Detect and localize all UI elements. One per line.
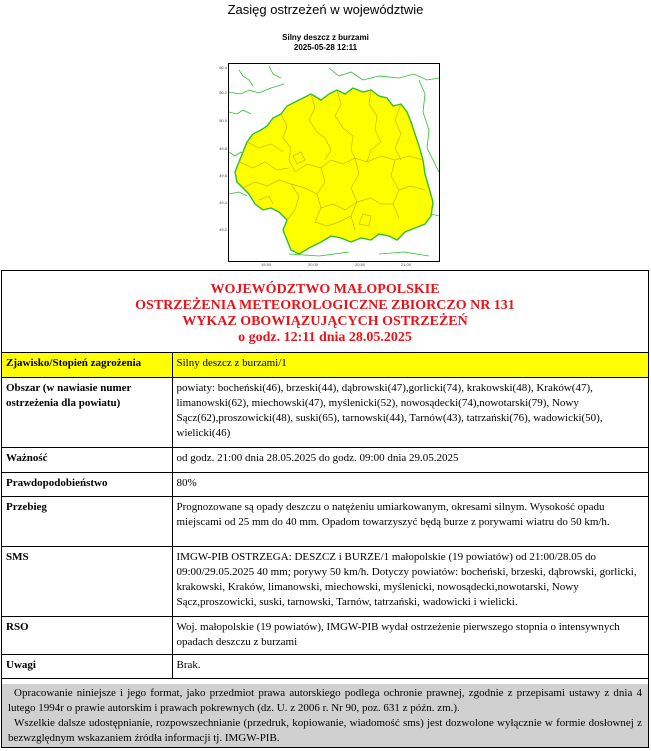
validity-label: Ważność	[2, 447, 172, 472]
region-map-svg	[229, 64, 439, 261]
map-y-tick: 49.6	[219, 173, 227, 178]
map-y-tick: 49.2	[219, 227, 227, 232]
rso-label: RSO	[2, 616, 172, 654]
course-value: Prognozowane są opady deszczu o natężeniu umiarkowanym, okresami silnym. Wysokość opadu miejscami od 25 mm do 40 mm. Opadom towarzyszyć będą burze z porywami wiatru do 50 km/h.	[172, 496, 648, 546]
map-y-tick: 50.2	[219, 90, 227, 95]
map-x-tick: 21.00	[400, 262, 411, 267]
map-caption	[0, 33, 651, 53]
rso-value: Woj. małopolskie (19 powiatów), IMGW-PIB wydał ostrzeżenie pierwszego stopnia o intensywnych opadach deszczu z burzami	[172, 616, 648, 654]
validity-value: od godz. 21:00 dnia 28.05.2025 do godz. 09:00 dnia 29.05.2025	[172, 447, 648, 472]
page-title: Zasięg ostrzeżeń w województwie	[227, 2, 424, 17]
map-x-tick: 20.00	[307, 262, 318, 267]
phenomenon-label: Zjawisko/Stopień zagrożenia	[2, 353, 172, 377]
area-value: powiaty: bocheński(46), brzeski(44), dąbrowski(47),gorlicki(74), krakowski(48), Kraków(47), limanowski(62), miechowski(47), myślenicki(52), nowosądecki(74),nowotarski(79), Nowy Sącz(62),proszowicki(48), suski(65), tarnowski(44), Tarnów(43), tatrzański(76), wadowicki(50), wielicki(46)	[172, 377, 648, 447]
copyright-notice	[2, 684, 648, 747]
map-phenomenon-title: Silny deszcz z burzami	[282, 33, 369, 42]
remarks-value: Brak.	[172, 654, 648, 678]
warning-map	[228, 63, 440, 262]
map-y-tick: 50.4	[219, 65, 227, 70]
table-row	[2, 377, 648, 447]
remarks-label: Uwagi	[2, 654, 172, 678]
table-row	[2, 353, 648, 377]
sms-value: IMGW-PIB OSTRZEGA: DESZCZ i BURZE/1 małopolskie (19 powiatów) od 21:00/28.05 do 09:00/29.05.2025 40 mm; porywy 50 km/h. Dotyczy powiatów: bocheński, brzeski, dąbrowski, gorlicki, krakowski, Kraków, limanowski, miechowski, myślenicki, nowosądecki,nowotarski, Nowy Sącz,proszowicki, suski, tarnowski, Tarnów, tatrzański, wadowicki i wielicki.	[172, 546, 648, 616]
map-x-tick: 19.50	[260, 262, 271, 267]
table-row	[2, 616, 648, 654]
phenomenon-value: Silny deszcz z burzami/1	[172, 353, 648, 377]
sms-label: SMS	[2, 546, 172, 616]
warning-area	[235, 88, 433, 254]
table-row	[2, 546, 648, 616]
report-region: WOJEWÓDZTWO MAŁOPOLSKIE	[210, 282, 440, 297]
table-row	[2, 654, 648, 678]
report-list-title: WYKAZ OBOWIĄZUJĄCYCH OSTRZEŻEŃ	[182, 314, 468, 329]
map-y-tick: 49.8	[219, 146, 227, 151]
copyright-paragraph: Wszelkie dalsze udostępnianie, rozpowszechnianie (przedruk, kopiowanie, wiadomość sms) jest dozwolone wyłącznie w formie dosłownej z bezwzględnym wskazaniem źródła informacji tj. IMGW-PIB.	[8, 717, 642, 744]
probability-label: Prawdopodobieństwo	[2, 472, 172, 496]
report-bulletin-number: OSTRZEŻENIA METEOROLOGICZNE ZBIORCZO NR 131	[135, 298, 515, 313]
warning-details-table	[2, 353, 648, 679]
table-row	[2, 472, 648, 496]
copyright-paragraph: Opracowanie niniejsze i jego format, jako przedmiot prawa autorskiego podlega ochronie prawnej, zgodnie z przepisami ustawy z dnia 4 lutego 1994r o prawie autorskim i prawach pokrewnych (dz. U. z 2006 r. Nr 90, poz. 631 z późn. zm.).	[8, 687, 642, 714]
report-issue-time: o godz. 12:11 dnia 28.05.2025	[238, 330, 412, 345]
map-y-tick: 50.0	[219, 118, 227, 123]
course-label: Przebieg	[2, 496, 172, 546]
map-x-tick: 20.50	[354, 262, 365, 267]
report-heading	[2, 271, 648, 353]
map-y-tick: 49.4	[219, 200, 227, 205]
area-label: Obszar (w nawiasie numer ostrzeżenia dla powiatu)	[2, 377, 172, 447]
probability-value: 80%	[172, 472, 648, 496]
map-header	[0, 0, 651, 270]
table-row	[2, 447, 648, 472]
table-row	[2, 496, 648, 546]
map-timestamp: 2025-05-28 12:11	[293, 43, 358, 52]
warning-report	[1, 270, 649, 748]
